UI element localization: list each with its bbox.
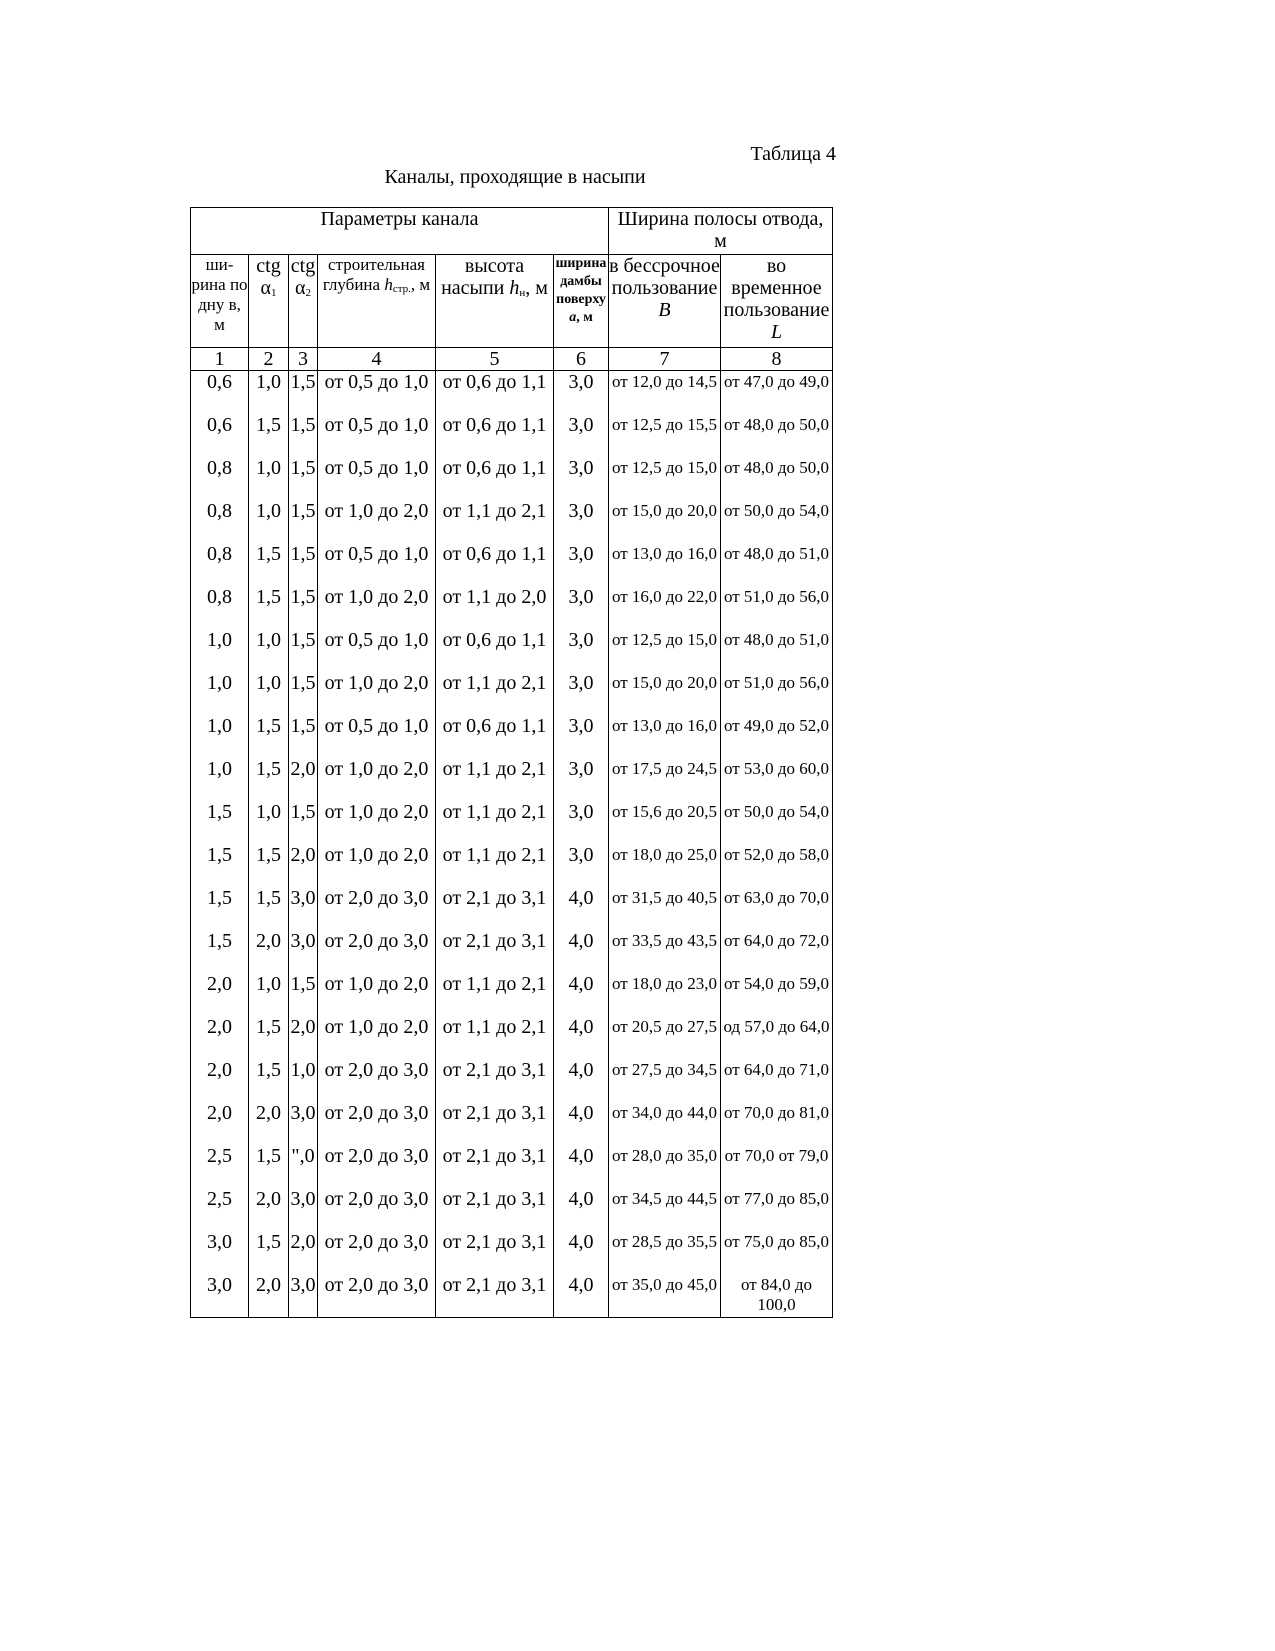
table-cell: 1,5 bbox=[289, 371, 318, 415]
table-cell: 1,5 bbox=[249, 844, 289, 887]
table-cell: 4,0 bbox=[554, 1274, 609, 1318]
table-cell: 1,5 bbox=[191, 801, 249, 844]
table-cell: 4,0 bbox=[554, 1231, 609, 1274]
table-cell: от 77,0 до 85,0 bbox=[721, 1188, 833, 1231]
table-cell: от 2,0 до 3,0 bbox=[318, 1274, 436, 1318]
table-caption: Каналы, проходящие в насыпи bbox=[384, 166, 646, 188]
table-cell: 3,0 bbox=[289, 887, 318, 930]
table-cell: от 63,0 до 70,0 bbox=[721, 887, 833, 930]
table-cell: 3,0 bbox=[289, 1188, 318, 1231]
table-cell: 1,0 bbox=[249, 973, 289, 1016]
table-cell: 2,0 bbox=[249, 1274, 289, 1318]
table-cell: от 2,0 до 3,0 bbox=[318, 1059, 436, 1102]
table-row bbox=[191, 543, 833, 586]
table-cell: от 47,0 до 49,0 bbox=[721, 371, 833, 415]
table-cell: 2,0 bbox=[289, 1231, 318, 1274]
header-col1: ши-рина по дну в, м bbox=[191, 255, 249, 348]
table-cell: от 2,1 до 3,1 bbox=[436, 1145, 554, 1188]
table-cell: от 2,1 до 3,1 bbox=[436, 1059, 554, 1102]
table-cell: 3,0 bbox=[554, 801, 609, 844]
table-row bbox=[191, 1231, 833, 1274]
table-cell: от 64,0 до 72,0 bbox=[721, 930, 833, 973]
table-row bbox=[191, 1059, 833, 1102]
table-cell: от 16,0 до 22,0 bbox=[609, 586, 721, 629]
header-row-group bbox=[191, 208, 833, 255]
table-cell: от 2,0 до 3,0 bbox=[318, 1231, 436, 1274]
table-cell: от 20,5 до 27,5 bbox=[609, 1016, 721, 1059]
table-row bbox=[191, 801, 833, 844]
table-cell: 1,0 bbox=[249, 371, 289, 415]
table-cell: 2,0 bbox=[191, 973, 249, 1016]
table-cell: од 57,0 до 64,0 bbox=[721, 1016, 833, 1059]
table-cell: от 12,5 до 15,0 bbox=[609, 457, 721, 500]
header-col6: ширина дамбы поверху а, м bbox=[554, 255, 609, 348]
table-cell: 1,5 bbox=[191, 887, 249, 930]
table-cell: 0,8 bbox=[191, 500, 249, 543]
table-row bbox=[191, 1145, 833, 1188]
table-cell: от 1,1 до 2,1 bbox=[436, 973, 554, 1016]
table-cell: 2,0 bbox=[191, 1102, 249, 1145]
table-row bbox=[191, 844, 833, 887]
table-cell: 3,0 bbox=[554, 543, 609, 586]
table-cell: от 34,0 до 44,0 bbox=[609, 1102, 721, 1145]
table-cell: от 13,0 до 16,0 bbox=[609, 543, 721, 586]
table-cell: от 2,0 до 3,0 bbox=[318, 1188, 436, 1231]
table-cell: от 70,0 от 79,0 bbox=[721, 1145, 833, 1188]
table-cell: 1,0 bbox=[249, 801, 289, 844]
table-cell: от 15,0 до 20,0 bbox=[609, 672, 721, 715]
table-row bbox=[191, 758, 833, 801]
col-number: 2 bbox=[249, 348, 289, 371]
table-cell: от 31,5 до 40,5 bbox=[609, 887, 721, 930]
table-cell: 1,0 bbox=[249, 500, 289, 543]
col-number: 6 bbox=[554, 348, 609, 371]
table-label: Таблица 4 bbox=[750, 143, 836, 165]
table-cell: от 0,6 до 1,1 bbox=[436, 543, 554, 586]
table-cell: от 48,0 до 50,0 bbox=[721, 414, 833, 457]
table-cell: 2,5 bbox=[191, 1188, 249, 1231]
table-cell: 3,0 bbox=[289, 1102, 318, 1145]
table-cell: от 1,1 до 2,0 bbox=[436, 586, 554, 629]
table-cell: 1,0 bbox=[289, 1059, 318, 1102]
table-row bbox=[191, 1274, 833, 1318]
canals-table bbox=[190, 207, 833, 1318]
table-cell: 4,0 bbox=[554, 887, 609, 930]
table-cell: 4,0 bbox=[554, 1016, 609, 1059]
table-cell: от 12,5 до 15,5 bbox=[609, 414, 721, 457]
table-cell: 4,0 bbox=[554, 1145, 609, 1188]
table-cell: 1,0 bbox=[191, 629, 249, 672]
table-cell: от 1,0 до 2,0 bbox=[318, 672, 436, 715]
table-row bbox=[191, 500, 833, 543]
table-cell: 0,6 bbox=[191, 414, 249, 457]
table-cell: от 13,0 до 16,0 bbox=[609, 715, 721, 758]
table-cell: 2,0 bbox=[249, 930, 289, 973]
table-cell: 1,5 bbox=[289, 457, 318, 500]
table-row bbox=[191, 1188, 833, 1231]
table-cell: от 1,1 до 2,1 bbox=[436, 801, 554, 844]
table-cell: 1,5 bbox=[191, 844, 249, 887]
table-cell: 3,0 bbox=[554, 371, 609, 415]
table-cell: от 2,1 до 3,1 bbox=[436, 1102, 554, 1145]
table-row bbox=[191, 457, 833, 500]
table-cell: от 0,6 до 1,1 bbox=[436, 715, 554, 758]
table-cell: от 33,5 до 43,5 bbox=[609, 930, 721, 973]
table-cell: от 2,1 до 3,1 bbox=[436, 930, 554, 973]
table-cell: от 48,0 до 51,0 bbox=[721, 629, 833, 672]
table-row bbox=[191, 672, 833, 715]
table-cell: от 48,0 до 51,0 bbox=[721, 543, 833, 586]
table-cell: 2,0 bbox=[191, 1059, 249, 1102]
table-cell: от 70,0 до 81,0 bbox=[721, 1102, 833, 1145]
table-cell: 1,5 bbox=[249, 715, 289, 758]
table-cell: от 1,0 до 2,0 bbox=[318, 801, 436, 844]
table-cell: 1,0 bbox=[191, 672, 249, 715]
table-cell: 3,0 bbox=[191, 1231, 249, 1274]
table-cell: 3,0 bbox=[554, 844, 609, 887]
table-row bbox=[191, 887, 833, 930]
table-cell: от 0,6 до 1,1 bbox=[436, 371, 554, 415]
col-number: 5 bbox=[436, 348, 554, 371]
table-row bbox=[191, 1102, 833, 1145]
table-row bbox=[191, 629, 833, 672]
table-cell: от 0,6 до 1,1 bbox=[436, 457, 554, 500]
table-cell: 3,0 bbox=[289, 930, 318, 973]
table-cell: от 1,0 до 2,0 bbox=[318, 500, 436, 543]
table-cell: от 27,5 до 34,5 bbox=[609, 1059, 721, 1102]
table-cell: от 84,0 до 100,0 bbox=[721, 1274, 833, 1318]
table-cell: от 2,0 до 3,0 bbox=[318, 887, 436, 930]
table-cell: ",0 bbox=[289, 1145, 318, 1188]
table-cell: от 50,0 до 54,0 bbox=[721, 801, 833, 844]
table-cell: от 18,0 до 23,0 bbox=[609, 973, 721, 1016]
table-cell: 1,5 bbox=[289, 973, 318, 1016]
table-cell: 3,0 bbox=[554, 586, 609, 629]
table-row bbox=[191, 973, 833, 1016]
table-cell: 1,0 bbox=[249, 457, 289, 500]
table-cell: от 0,6 до 1,1 bbox=[436, 414, 554, 457]
table-cell: 2,0 bbox=[289, 1016, 318, 1059]
table-cell: от 2,0 до 3,0 bbox=[318, 1145, 436, 1188]
header-col8: во временное пользование L bbox=[721, 255, 833, 348]
table-cell: от 2,1 до 3,1 bbox=[436, 1274, 554, 1318]
table-cell: от 2,0 до 3,0 bbox=[318, 930, 436, 973]
table-cell: 2,0 bbox=[249, 1102, 289, 1145]
table-cell: от 0,5 до 1,0 bbox=[318, 414, 436, 457]
table-cell: 1,5 bbox=[249, 1145, 289, 1188]
table-cell: от 2,0 до 3,0 bbox=[318, 1102, 436, 1145]
header-col3: ctg $\alpha_2$ bbox=[289, 255, 318, 348]
table-cell: 3,0 bbox=[554, 414, 609, 457]
table-cell: 4,0 bbox=[554, 1059, 609, 1102]
header-row-columns bbox=[191, 255, 833, 348]
column-number-row bbox=[191, 348, 833, 371]
table-cell: 4,0 bbox=[554, 930, 609, 973]
table-cell: 3,0 bbox=[554, 500, 609, 543]
table-cell: 1,5 bbox=[249, 586, 289, 629]
table-cell: 1,5 bbox=[249, 414, 289, 457]
table-cell: от 0,5 до 1,0 bbox=[318, 371, 436, 415]
table-cell: 1,0 bbox=[191, 758, 249, 801]
table-cell: от 2,1 до 3,1 bbox=[436, 1188, 554, 1231]
table-cell: 1,5 bbox=[289, 543, 318, 586]
table-cell: от 1,0 до 2,0 bbox=[318, 973, 436, 1016]
table-cell: от 1,1 до 2,1 bbox=[436, 844, 554, 887]
header-col2: ctg $\alpha_1$ bbox=[249, 255, 289, 348]
table-cell: от 28,5 до 35,5 bbox=[609, 1231, 721, 1274]
table-cell: от 49,0 до 52,0 bbox=[721, 715, 833, 758]
table-cell: 3,0 bbox=[554, 758, 609, 801]
table-cell: от 12,5 до 15,0 bbox=[609, 629, 721, 672]
table-cell: от 35,0 до 45,0 bbox=[609, 1274, 721, 1318]
table-cell: 1,5 bbox=[289, 586, 318, 629]
table-cell: от 54,0 до 59,0 bbox=[721, 973, 833, 1016]
table-cell: от 0,5 до 1,0 bbox=[318, 457, 436, 500]
header-params: Параметры канала bbox=[191, 208, 609, 255]
table-cell: 1,0 bbox=[249, 672, 289, 715]
table-cell: от 75,0 до 85,0 bbox=[721, 1231, 833, 1274]
table-cell: 3,0 bbox=[289, 1274, 318, 1318]
header-col4: строительная глубина $h_{стр.}$, м bbox=[318, 255, 436, 348]
col-number: 3 bbox=[289, 348, 318, 371]
table-cell: 1,0 bbox=[249, 629, 289, 672]
table-cell: 1,5 bbox=[249, 887, 289, 930]
table-cell: 3,0 bbox=[191, 1274, 249, 1318]
table-cell: 4,0 bbox=[554, 1188, 609, 1231]
table-cell: 1,0 bbox=[191, 715, 249, 758]
table-cell: 2,0 bbox=[249, 1188, 289, 1231]
table-cell: от 18,0 до 25,0 bbox=[609, 844, 721, 887]
table-cell: 3,0 bbox=[554, 629, 609, 672]
table-cell: 0,8 bbox=[191, 457, 249, 500]
table-row bbox=[191, 414, 833, 457]
table-cell: 1,5 bbox=[249, 758, 289, 801]
col-number: 1 bbox=[191, 348, 249, 371]
header-col5: высота насыпи $h_н$, м bbox=[436, 255, 554, 348]
table-cell: от 0,5 до 1,0 bbox=[318, 715, 436, 758]
table-cell: от 1,0 до 2,0 bbox=[318, 844, 436, 887]
table-cell: 1,5 bbox=[289, 500, 318, 543]
col-number: 7 bbox=[609, 348, 721, 371]
table-cell: от 1,1 до 2,1 bbox=[436, 758, 554, 801]
table-cell: 0,6 bbox=[191, 371, 249, 415]
table-cell: от 28,0 до 35,0 bbox=[609, 1145, 721, 1188]
table-cell: от 64,0 до 71,0 bbox=[721, 1059, 833, 1102]
table-cell: от 17,5 до 24,5 bbox=[609, 758, 721, 801]
table-cell: 3,0 bbox=[554, 672, 609, 715]
table-cell: от 0,5 до 1,0 bbox=[318, 629, 436, 672]
table-cell: 1,5 bbox=[249, 543, 289, 586]
table-cell: 1,5 bbox=[249, 1231, 289, 1274]
table-cell: 1,5 bbox=[289, 715, 318, 758]
table-cell: от 1,0 до 2,0 bbox=[318, 758, 436, 801]
table-cell: от 1,1 до 2,1 bbox=[436, 500, 554, 543]
table-row bbox=[191, 715, 833, 758]
table-cell: 3,0 bbox=[554, 715, 609, 758]
table-cell: от 0,6 до 1,1 bbox=[436, 629, 554, 672]
table-cell: 2,0 bbox=[191, 1016, 249, 1059]
table-cell: 4,0 bbox=[554, 1102, 609, 1145]
table-cell: 1,5 bbox=[191, 930, 249, 973]
table-cell: 0,8 bbox=[191, 543, 249, 586]
table-cell: 1,5 bbox=[289, 672, 318, 715]
col-number: 4 bbox=[318, 348, 436, 371]
table-cell: от 50,0 до 54,0 bbox=[721, 500, 833, 543]
table-cell: от 12,0 до 14,5 bbox=[609, 371, 721, 415]
table-cell: от 2,1 до 3,1 bbox=[436, 887, 554, 930]
table-row bbox=[191, 371, 833, 415]
table-cell: от 52,0 до 58,0 bbox=[721, 844, 833, 887]
table-cell: 4,0 bbox=[554, 973, 609, 1016]
table-cell: от 48,0 до 50,0 bbox=[721, 457, 833, 500]
col-number: 8 bbox=[721, 348, 833, 371]
table-cell: 3,0 bbox=[554, 457, 609, 500]
table-cell: от 53,0 до 60,0 bbox=[721, 758, 833, 801]
table-row bbox=[191, 930, 833, 973]
table-cell: от 1,0 до 2,0 bbox=[318, 1016, 436, 1059]
table-cell: от 1,1 до 2,1 bbox=[436, 672, 554, 715]
header-width: Ширина полосы отвода, м bbox=[609, 208, 833, 255]
table-row bbox=[191, 1016, 833, 1059]
table-cell: от 34,5 до 44,5 bbox=[609, 1188, 721, 1231]
table-cell: от 1,0 до 2,0 bbox=[318, 586, 436, 629]
table-cell: от 51,0 до 56,0 bbox=[721, 672, 833, 715]
table-cell: 1,5 bbox=[289, 801, 318, 844]
table-cell: от 1,1 до 2,1 bbox=[436, 1016, 554, 1059]
table-cell: 2,0 bbox=[289, 844, 318, 887]
table-cell: 0,8 bbox=[191, 586, 249, 629]
table-cell: от 15,6 до 20,5 bbox=[609, 801, 721, 844]
header-col7: в бессрочное пользование В bbox=[609, 255, 721, 348]
table-cell: 1,5 bbox=[249, 1016, 289, 1059]
table-cell: 2,5 bbox=[191, 1145, 249, 1188]
table-cell: 1,5 bbox=[249, 1059, 289, 1102]
table-row bbox=[191, 586, 833, 629]
table-cell: от 15,0 до 20,0 bbox=[609, 500, 721, 543]
table-cell: 1,5 bbox=[289, 629, 318, 672]
table-cell: от 0,5 до 1,0 bbox=[318, 543, 436, 586]
table-cell: 1,5 bbox=[289, 414, 318, 457]
table-cell: от 2,1 до 3,1 bbox=[436, 1231, 554, 1274]
table-cell: 2,0 bbox=[289, 758, 318, 801]
table-cell: от 51,0 до 56,0 bbox=[721, 586, 833, 629]
